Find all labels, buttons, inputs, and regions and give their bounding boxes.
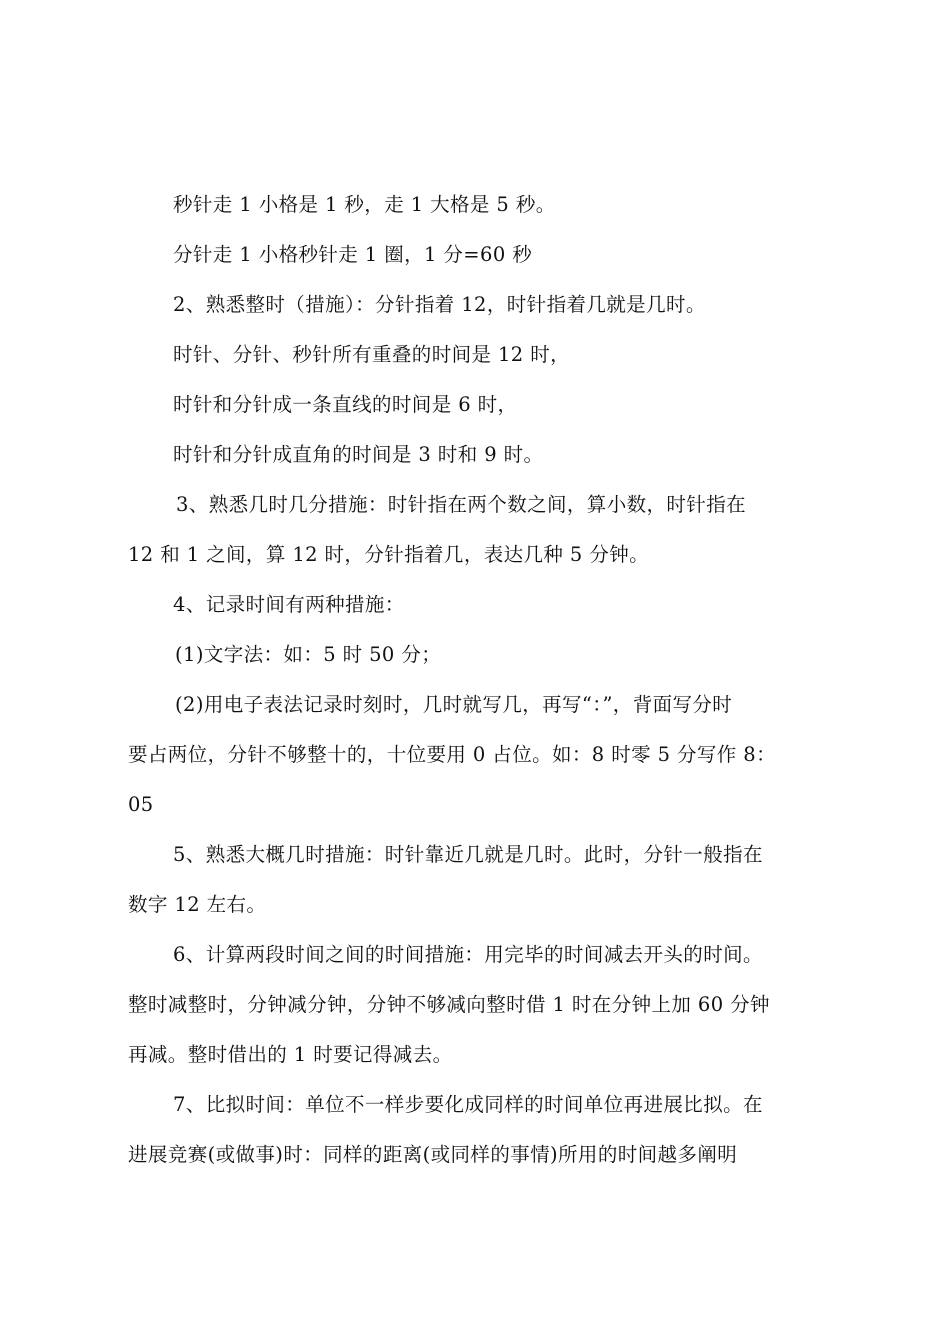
text-line: 2、熟悉整时（措施）：分针指着 12，时针指着几就是几时。 xyxy=(173,293,706,316)
text-line: 3、熟悉几时几分措施：时针指在两个数之间，算小数，时针指在 xyxy=(176,493,747,516)
text-line: 12 和 1 之间，算 12 时，分针指着几，表达几种 5 分钟。 xyxy=(128,543,650,566)
text-line: 要占两位，分针不够整十的，十位要用 0 占位。如：8 时零 5 分写作 8： xyxy=(128,743,777,766)
text-line: 再减。整时借出的 1 时要记得减去。 xyxy=(128,1043,453,1066)
text-line: 分针走 1 小格秒针走 1 圈，1 分=60 秒 xyxy=(173,243,533,266)
text-line: 4、记录时间有两种措施： xyxy=(173,593,405,616)
text-line: (1)文字法：如：5 时 50 分； xyxy=(175,643,442,666)
text-line: 秒针走 1 小格是 1 秒，走 1 大格是 5 秒。 xyxy=(173,193,556,216)
text-line: 5、熟悉大概几时措施：时针靠近几就是几时。此时，分针一般指在 xyxy=(173,843,763,866)
text-line: (2)用电子表法记录时刻时，几时就写几，再写“：”，背面写分时 xyxy=(175,693,733,716)
text-line: 7、比拟时间：单位不一样步要化成同样的时间单位再进展比拟。在 xyxy=(173,1093,763,1116)
text-line: 时针和分针成直角的时间是 3 时和 9 时。 xyxy=(173,443,544,466)
text-line: 时针和分针成一条直线的时间是 6 时， xyxy=(173,393,518,416)
text-line: 整时减整时，分钟减分钟，分钟不够减向整时借 1 时在分钟上加 60 分钟 xyxy=(128,993,770,1016)
text-line: 05 xyxy=(128,793,154,816)
text-line: 进展竞赛(或做事)时：同样的距离(或同样的事情)所用的时间越多阐明 xyxy=(128,1143,738,1166)
text-line: 数字 12 左右。 xyxy=(128,893,267,916)
text-line: 时针、分针、秒针所有重叠的时间是 12 时， xyxy=(173,343,571,366)
text-line: 6、计算两段时间之间的时间措施：用完毕的时间减去开头的时间。 xyxy=(173,943,763,966)
